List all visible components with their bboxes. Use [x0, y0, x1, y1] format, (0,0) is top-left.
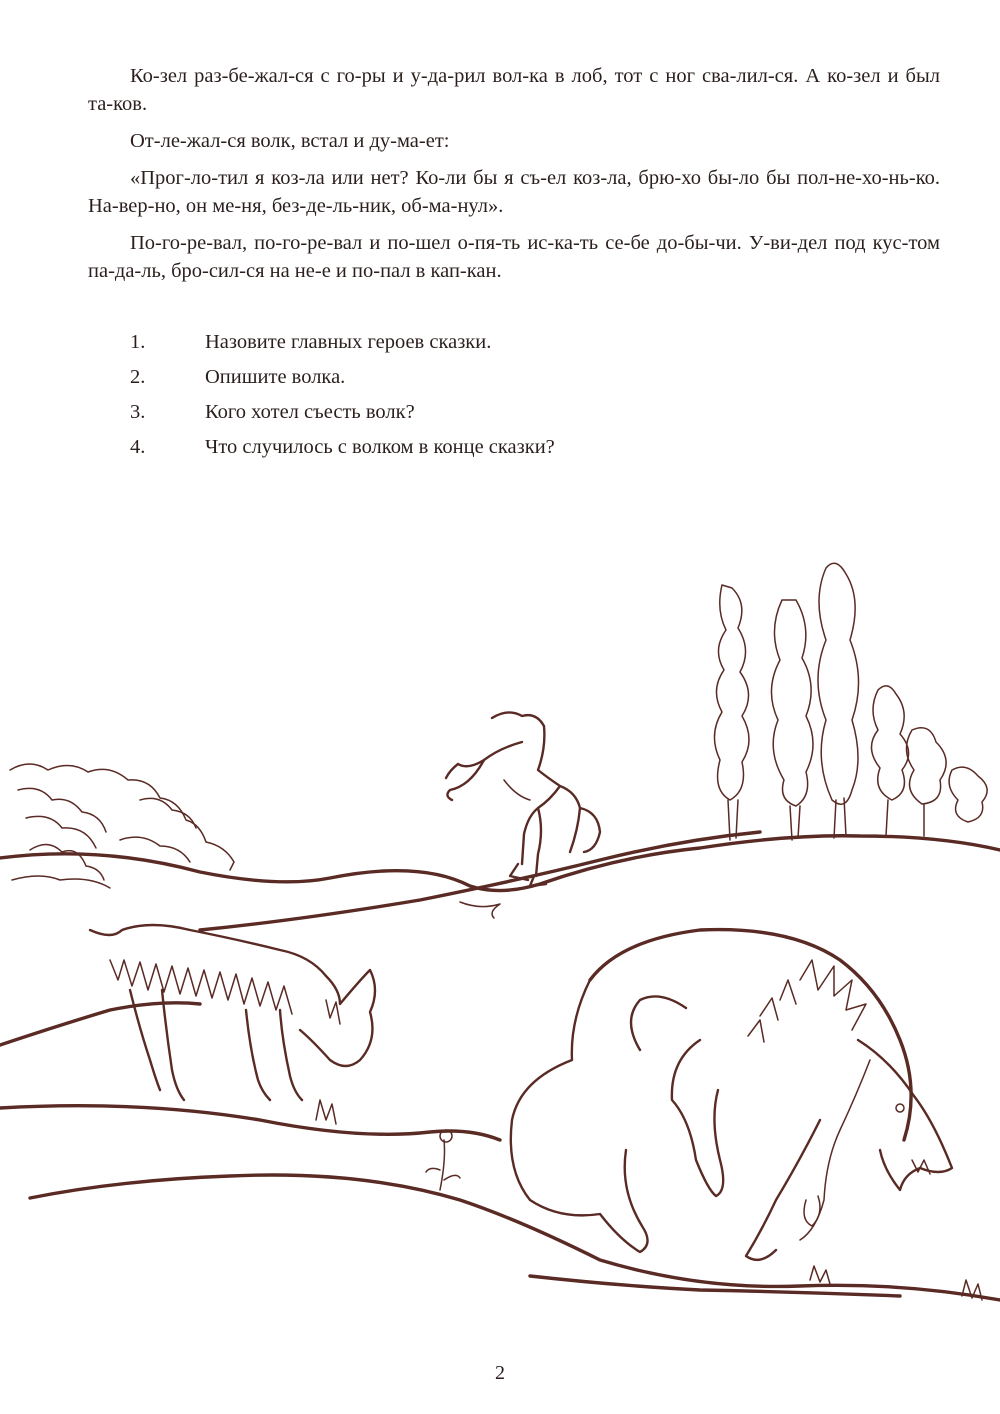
question-text: Опишите волка.: [205, 366, 346, 388]
question-item: [130, 397, 555, 432]
wolf-figure: [511, 930, 952, 1260]
goat-figure: [90, 925, 375, 1100]
tree-grove: [714, 563, 987, 840]
question-number: 2.: [130, 366, 146, 388]
questions-list: [130, 327, 555, 467]
story-paragraph-2: От-ле-жал-ся волк, встал и ду-ма-ет:: [130, 130, 450, 152]
question-number: 1.: [130, 331, 146, 353]
story-text: [88, 62, 940, 294]
question-text: Кого хотел съесть волк?: [205, 401, 415, 423]
question-item: [130, 362, 555, 397]
question-item: [130, 327, 555, 362]
question-number: 4.: [130, 436, 146, 458]
bushes-outline: [10, 764, 234, 888]
coloring-illustration: [0, 540, 1000, 1320]
question-text: Назовите главных героев сказки.: [205, 331, 492, 353]
question-item: [130, 432, 555, 467]
horse-figure: [446, 712, 600, 886]
question-number: 3.: [130, 401, 146, 423]
story-paragraph-3: «Прог-ло-тил я коз-ла или нет? Ко-ли бы я съ-ел коз-ла, брю-хо бы-ло бы пол-не-хо-нь-ко. На-вер-но, он ме-ня, без-де-ль-ник, об-ма-нул».: [88, 167, 940, 217]
hills: [0, 832, 1000, 1300]
story-paragraph-4: По-го-ре-вал, по-го-ре-вал и по-шел о-пя-ть ис-ка-ть се-бе до-бы-чи. У-ви-дел под кус-том па-да-ль, бро-сил-ся на не-е и по-пал в кап-кан.: [88, 232, 940, 282]
question-text: Что случилось с волком в конце сказки?: [205, 436, 555, 458]
flowers-and-grass: [316, 1100, 982, 1300]
page-number: 2: [495, 1362, 505, 1384]
story-paragraph-1: Ко-зел раз-бе-жал-ся с го-ры и у-да-рил вол-ка в лоб, тот с ног сва-лил-ся. А ко-зел и был та-ков.: [88, 65, 940, 115]
